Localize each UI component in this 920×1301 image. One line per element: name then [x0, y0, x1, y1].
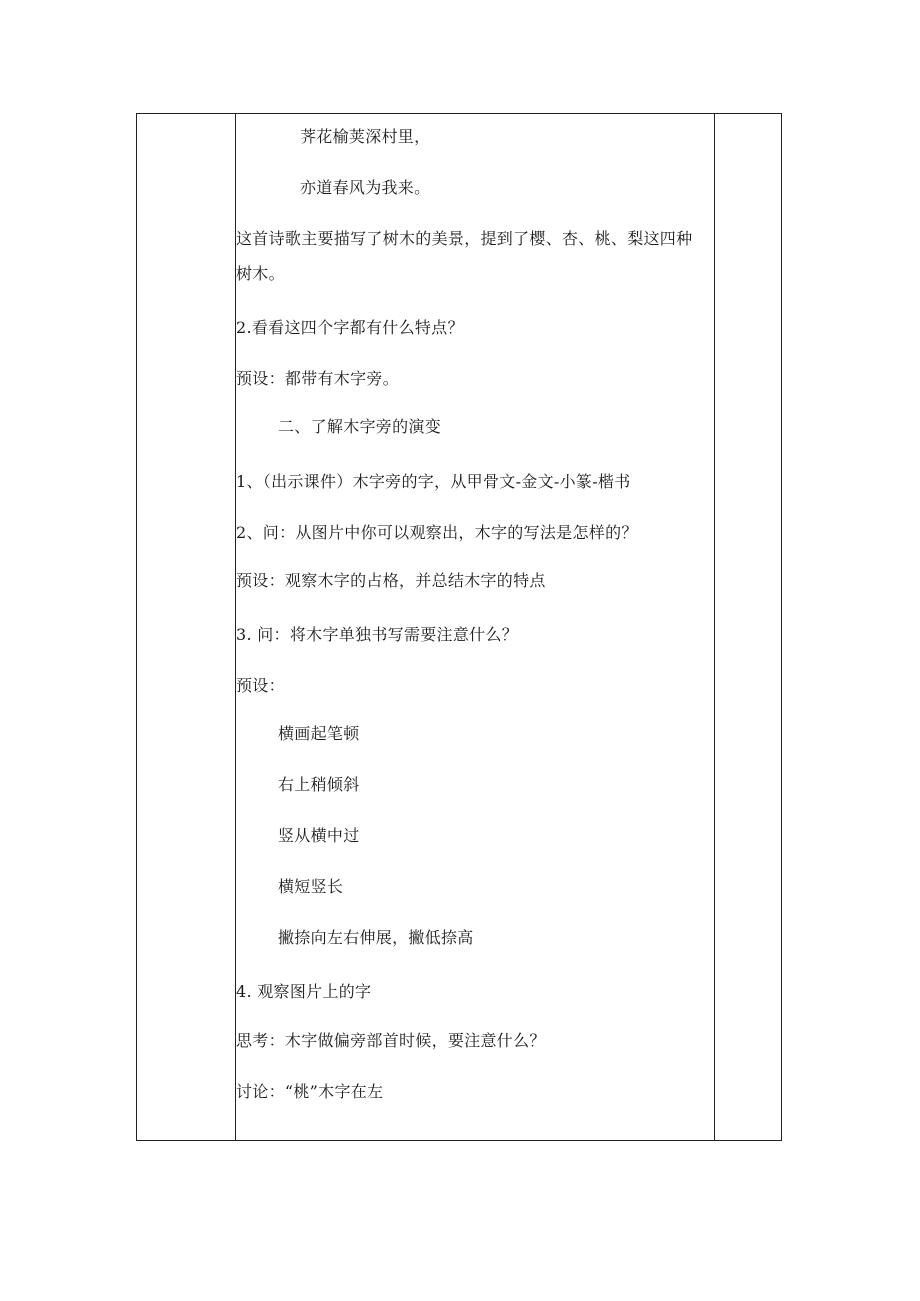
- right-column-cell: [715, 114, 781, 1140]
- tip-item: 横画起笔顿: [278, 724, 360, 743]
- poem-line-1: 荠花榆荚深村里，: [300, 127, 431, 146]
- tip-item: 竖从横中过: [278, 826, 360, 845]
- poem-line-2: 亦道春风为我来。: [300, 178, 431, 197]
- discussion: 讨论：“桃”木字在左: [236, 1082, 384, 1101]
- tip-item: 撇捺向左右伸展，撇低捺高: [278, 928, 474, 947]
- item-3-preset-label: 预设：: [236, 676, 285, 695]
- item-1: 1、（出示课件）木字旁的字，从甲骨文-金文-小篆-楷书: [236, 472, 631, 491]
- summary-line-1: 这首诗歌主要描写了树木的美景，提到了樱、杏、桃、梨这四种: [236, 229, 693, 248]
- tip-item: 横短竖长: [278, 877, 344, 896]
- think-question: 思考：木字做偏旁部首时候，要注意什么？: [236, 1031, 546, 1050]
- item-2: 2、问：从图片中你可以观察出，木字的写法是怎样的？: [236, 523, 638, 542]
- item-3: 3. 问：将木字单独书写需要注意什么？: [236, 625, 519, 644]
- lesson-table: [136, 113, 782, 1141]
- item-2-preset: 预设：观察木字的占格，并总结木字的特点: [236, 571, 546, 590]
- question-2: 2.看看这四个字都有什么特点？: [236, 318, 464, 337]
- item-4: 4. 观察图片上的字: [236, 982, 372, 1001]
- left-column-cell: [137, 114, 235, 1140]
- summary-line-2: 树木。: [236, 264, 285, 283]
- question-2-preset: 预设：都带有木字旁。: [236, 369, 400, 388]
- tip-item: 右上稍倾斜: [278, 775, 360, 794]
- section-heading: 二、了解木字旁的演变: [278, 417, 442, 436]
- content-cell: [236, 114, 714, 1140]
